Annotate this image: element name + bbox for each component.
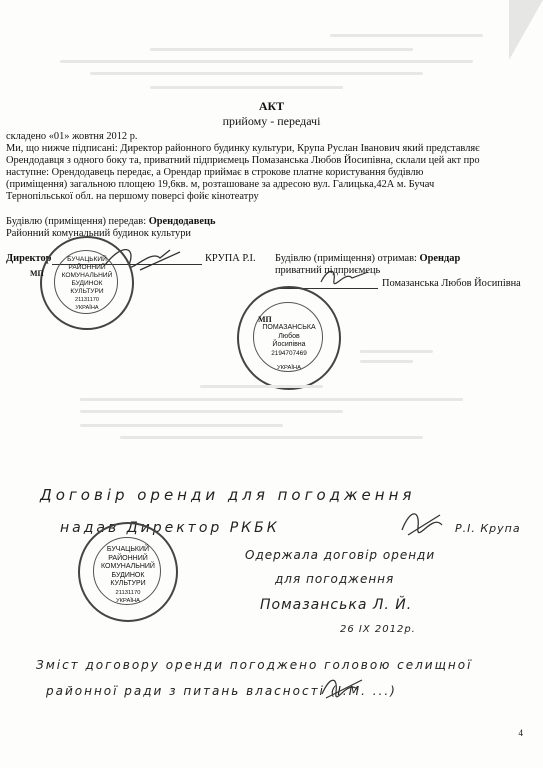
director-label: Директор [6, 253, 52, 264]
stamp-line: КОМУНАЛЬНИЙ [101, 563, 155, 570]
handwritten-signature-name: Р.І. Крупа [455, 522, 521, 535]
mp-left: МП [30, 269, 44, 278]
handwritten-note: Зміст договору оренди погоджено головою селищної [36, 658, 473, 672]
stamp-line: БУЧАЦЬКИЙ [67, 256, 107, 263]
transferred-by [6, 216, 215, 228]
stamp-text-block [80, 546, 176, 606]
paragraph-line: (приміщення) загальною площею 19,6кв. м, розташоване за адресою вул. Галицька,42А м. Бучач [6, 179, 435, 190]
bleed-through-line [80, 410, 343, 413]
director-name: КРУПА Р.І. [205, 253, 256, 264]
handwritten-note: надав Директор РКБК [60, 520, 280, 536]
stamp-line: КУЛЬТУРИ [110, 580, 146, 587]
bleed-through-line [120, 436, 423, 439]
bleed-through-line [200, 385, 323, 388]
bleed-through-line [60, 60, 473, 63]
bleed-through-line [150, 86, 343, 89]
stamp-code: 21131170 [115, 589, 141, 596]
received-by-name: Помазанська Любов Йосипівна [382, 278, 521, 289]
stamp-country: УКРАЇНА [115, 598, 141, 604]
paragraph-line: наступне: Орендодавець передає, а Орендар приймає в строкове платне користування будівлю [6, 167, 424, 178]
handwritten-note: районної ради з питань власності (І.М. ...) [46, 684, 397, 698]
stamp-code: 21131170 [74, 297, 100, 303]
bleed-through-line [150, 48, 413, 51]
stamp-line: Любов [278, 332, 300, 340]
stamp-line: РАЙОННИЙ [108, 554, 148, 562]
culture-house-stamp [40, 236, 134, 330]
bleed-through-line [360, 360, 413, 363]
stamp-line: РАЙОННИЙ [68, 264, 106, 271]
stamp-line: Йосипівна [272, 341, 306, 348]
stamp-line: БУДИНОК [111, 571, 145, 579]
stamp-line: КОМУНАЛЬНИЙ [61, 272, 113, 279]
stamp-country: УКРАЇНА [75, 305, 99, 311]
bleed-through-line [80, 398, 463, 401]
paragraph-line: Тернопільської обл. на першому поверсі фойє кінотеатру [6, 191, 259, 202]
mp-right: МП [258, 315, 272, 324]
date-line: складено «01» жовтня 2012 р. [6, 131, 138, 142]
handwritten-note: Одержала договір оренди [245, 548, 436, 562]
entrepreneur-stamp [237, 286, 341, 390]
act-title: АКТ [258, 99, 285, 113]
transferred-by-label: Будівлю (приміщення) передав: [6, 216, 149, 227]
stamp-line: ПОМАЗАНСЬКА [262, 324, 316, 331]
received-by-type: приватний підприємець [275, 265, 381, 276]
bleed-through-line [80, 424, 283, 427]
handwritten-note: для погодження [275, 572, 395, 586]
director-signature-2 [398, 505, 448, 540]
transferred-by-role: Орендодавець [148, 216, 216, 227]
stamp-text-block [239, 324, 339, 373]
stamp-text-block [42, 256, 132, 312]
paragraph-line: Ми, що нижче підписані: Директор районного будинку культури, Крупа Руслан Іванович який представляє [6, 143, 480, 154]
transferred-by-org: Районний комунальний будинок культури [6, 228, 191, 239]
stamp-line: КУЛЬТУРИ [70, 288, 104, 295]
received-by-role: Орендар [419, 253, 461, 264]
handwritten-date: 26 IX 2012р. [340, 624, 416, 635]
stamp-country: УКРАЇНА [276, 365, 302, 371]
bleed-through-line [90, 72, 423, 75]
bleed-through-line [360, 350, 433, 353]
folded-corner [509, 0, 543, 60]
stamp-line: БУЧАЦЬКИЙ [106, 546, 150, 553]
page-number: 4 [518, 728, 523, 738]
paragraph-line: Орендодавця з одного боку та, приватний підприємець Помазанська Любов Йосипівна, склали цей акт про [6, 155, 480, 166]
bleed-through-line [330, 34, 483, 37]
handwritten-note: Договір оренди для погодження [40, 486, 416, 504]
stamp-code: 2194707469 [271, 349, 307, 357]
received-by-label: Будівлю (приміщення) отримав: [275, 253, 420, 264]
culture-house-stamp-2 [78, 522, 178, 622]
stamp-line: БУДИНОК [71, 280, 103, 287]
approval-signature [318, 672, 368, 702]
entrepreneur-signature [318, 264, 378, 289]
act-subtitle: прийому - передачі [222, 114, 321, 128]
handwritten-note: Помазанська Л. Й. [260, 597, 413, 613]
